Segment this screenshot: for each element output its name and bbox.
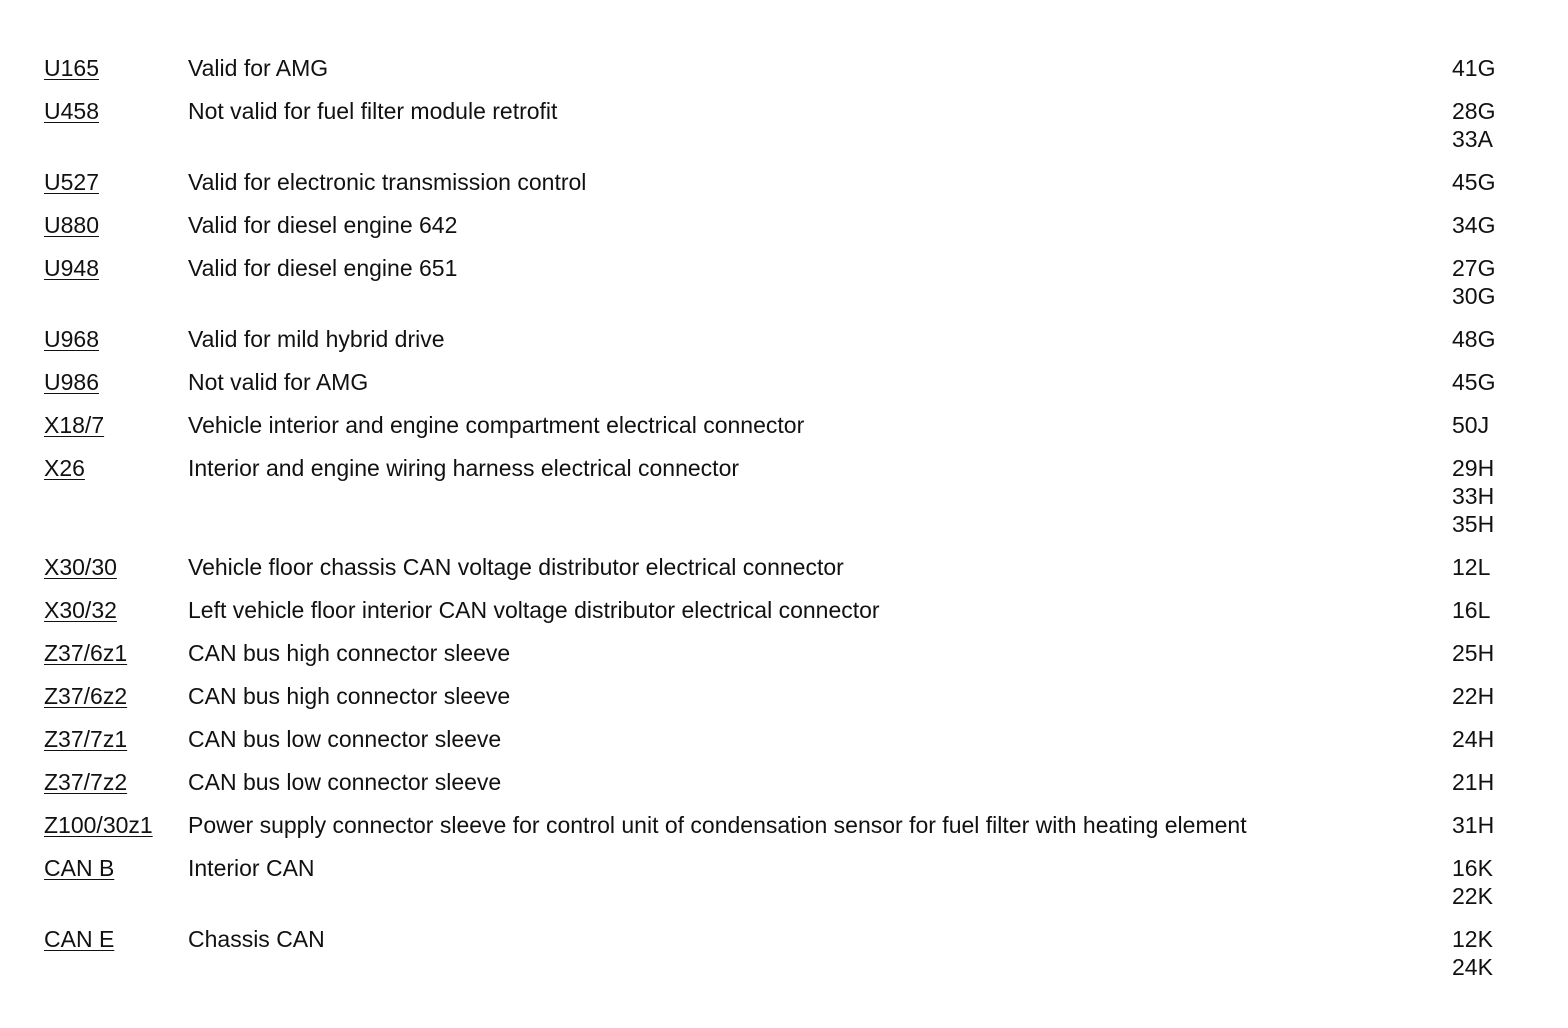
- legend-row: [44, 925, 1524, 981]
- legend-row: [44, 254, 1524, 310]
- grid-reference: 16K: [1452, 855, 1493, 881]
- grid-reference: 29H: [1452, 455, 1495, 481]
- component-code-link[interactable]: U527: [44, 169, 99, 195]
- grid-reference: 50J: [1452, 412, 1490, 438]
- component-description: CAN bus high connector sleeve: [188, 640, 511, 666]
- component-code-link[interactable]: X30/30: [44, 554, 117, 580]
- grid-reference: 34G: [1452, 212, 1496, 238]
- grid-reference: 24K: [1452, 954, 1493, 980]
- grid-reference-list: [1452, 97, 1524, 153]
- legend-row: [44, 411, 1524, 439]
- component-description: Not valid for fuel filter module retrofit: [188, 98, 558, 124]
- grid-reference-list: [1452, 454, 1524, 538]
- legend-row: [44, 639, 1524, 667]
- grid-reference: 25H: [1452, 640, 1495, 666]
- grid-reference-list: [1452, 254, 1524, 310]
- component-legend-table: [44, 54, 1524, 996]
- grid-reference: 12L: [1452, 554, 1491, 580]
- component-description: Power supply connector sleeve for control unit of condensation sensor for fuel filter with heating element: [188, 812, 1247, 838]
- component-code-link[interactable]: U986: [44, 369, 99, 395]
- component-code-link[interactable]: Z37/7z2: [44, 769, 128, 795]
- grid-reference: 45G: [1452, 169, 1496, 195]
- component-description: Valid for AMG: [188, 55, 329, 81]
- legend-row: [44, 596, 1524, 624]
- grid-reference-list: [1452, 553, 1524, 581]
- grid-reference-list: [1452, 596, 1524, 624]
- grid-reference-list: [1452, 639, 1524, 667]
- grid-reference-list: [1452, 325, 1524, 353]
- grid-reference: 27G: [1452, 255, 1496, 281]
- grid-reference-list: [1452, 811, 1524, 839]
- grid-reference-list: [1452, 768, 1524, 796]
- component-code-link[interactable]: X30/32: [44, 597, 117, 623]
- component-description: Vehicle interior and engine compartment electrical connector: [188, 412, 805, 438]
- grid-reference: 22H: [1452, 683, 1495, 709]
- grid-reference: 21H: [1452, 769, 1495, 795]
- grid-reference-list: [1452, 925, 1524, 981]
- component-code-link[interactable]: U165: [44, 55, 99, 81]
- grid-reference-list: [1452, 682, 1524, 710]
- grid-reference-list: [1452, 854, 1524, 910]
- component-description: Interior CAN: [188, 855, 315, 881]
- component-code-link[interactable]: Z100/30z1: [44, 812, 153, 838]
- grid-reference-list: [1452, 211, 1524, 239]
- component-code-link[interactable]: U880: [44, 212, 99, 238]
- grid-reference: 31H: [1452, 812, 1495, 838]
- component-code-link[interactable]: CAN E: [44, 926, 115, 952]
- component-description: Chassis CAN: [188, 926, 325, 952]
- component-description: Vehicle floor chassis CAN voltage distributor electrical connector: [188, 554, 844, 580]
- grid-reference-list: [1452, 411, 1524, 439]
- legend-row: [44, 454, 1524, 538]
- component-description: Valid for diesel engine 642: [188, 212, 458, 238]
- grid-reference: 24H: [1452, 726, 1495, 752]
- component-description: Valid for electronic transmission control: [188, 169, 587, 195]
- legend-row: [44, 682, 1524, 710]
- component-code-link[interactable]: U968: [44, 326, 99, 352]
- legend-row: [44, 325, 1524, 353]
- component-code-link[interactable]: Z37/6z1: [44, 640, 128, 666]
- grid-reference-list: [1452, 725, 1524, 753]
- legend-row: [44, 97, 1524, 153]
- legend-row: [44, 54, 1524, 82]
- legend-row: [44, 854, 1524, 910]
- component-description: Valid for mild hybrid drive: [188, 326, 445, 352]
- component-description: Left vehicle floor interior CAN voltage distributor electrical connector: [188, 597, 880, 623]
- legend-row: [44, 768, 1524, 796]
- legend-row: [44, 811, 1524, 839]
- grid-reference: 12K: [1452, 926, 1493, 952]
- legend-row: [44, 211, 1524, 239]
- grid-reference-list: [1452, 54, 1524, 82]
- component-code-link[interactable]: X26: [44, 455, 85, 481]
- component-code-link[interactable]: CAN B: [44, 855, 115, 881]
- component-description: Valid for diesel engine 651: [188, 255, 458, 281]
- grid-reference: 30G: [1452, 283, 1496, 309]
- component-code-link[interactable]: U458: [44, 98, 99, 124]
- grid-reference: 41G: [1452, 55, 1496, 81]
- component-code-link[interactable]: X18/7: [44, 412, 105, 438]
- component-code-link[interactable]: U948: [44, 255, 99, 281]
- grid-reference: 48G: [1452, 326, 1496, 352]
- legend-row: [44, 725, 1524, 753]
- grid-reference: 22K: [1452, 883, 1493, 909]
- grid-reference: 28G: [1452, 98, 1496, 124]
- legend-row: [44, 168, 1524, 196]
- grid-reference-list: [1452, 168, 1524, 196]
- component-code-link[interactable]: Z37/6z2: [44, 683, 128, 709]
- component-description: Not valid for AMG: [188, 369, 369, 395]
- grid-reference: 45G: [1452, 369, 1496, 395]
- legend-row: [44, 368, 1524, 396]
- component-description: Interior and engine wiring harness electrical connector: [188, 455, 740, 481]
- component-code-link[interactable]: Z37/7z1: [44, 726, 128, 752]
- component-description: CAN bus high connector sleeve: [188, 683, 511, 709]
- grid-reference: 16L: [1452, 597, 1491, 623]
- component-description: CAN bus low connector sleeve: [188, 726, 502, 752]
- grid-reference: 33A: [1452, 126, 1493, 152]
- legend-row: [44, 553, 1524, 581]
- component-description: CAN bus low connector sleeve: [188, 769, 502, 795]
- grid-reference: 35H: [1452, 511, 1495, 537]
- grid-reference-list: [1452, 368, 1524, 396]
- grid-reference: 33H: [1452, 483, 1495, 509]
